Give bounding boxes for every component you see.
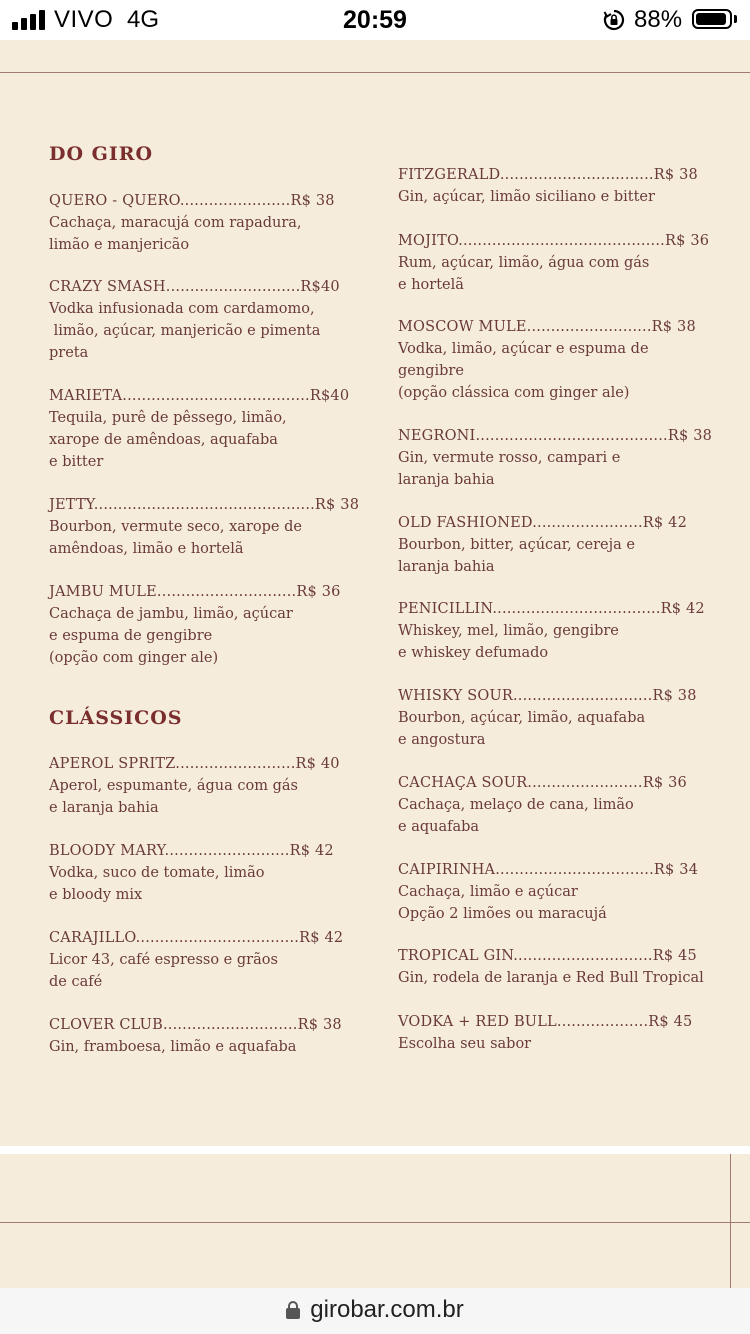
menu-item	[398, 316, 696, 404]
menu-item-name-price: CACHAÇA SOUR........................R$ 36	[398, 775, 687, 791]
menu-item-name-price: QUERO - QUERO.......................R$ 38	[49, 193, 335, 209]
battery-percent: 88%	[634, 6, 683, 33]
menu-item-description: Cachaça, limão e açúcar Opção 2 limões ou maracujá	[398, 884, 607, 922]
status-time: 20:59	[343, 6, 407, 34]
rotation-lock-icon	[603, 9, 625, 31]
menu-item	[49, 840, 334, 906]
menu-item	[398, 425, 712, 491]
menu-item-description: Cachaça de jambu, limão, açúcar e espuma de gengibre (opção com ginger ale)	[49, 606, 293, 666]
menu-item-description: Gin, rodela de laranja e Red Bull Tropical	[398, 970, 704, 986]
menu-item-name-price: CRAZY SMASH............................R$40	[49, 279, 340, 295]
next-menu-page[interactable]	[0, 1154, 750, 1288]
menu-item-description: Gin, açúcar, limão siciliano e bitter	[398, 189, 655, 205]
menu-item	[49, 190, 335, 256]
menu-item	[398, 164, 698, 208]
menu-item	[49, 1014, 342, 1058]
menu-item	[398, 859, 698, 925]
menu-item	[49, 581, 341, 669]
menu-item-name-price: JAMBU MULE.............................R$ 36	[49, 584, 341, 600]
battery-icon	[692, 9, 732, 29]
menu-item-description: Cachaça, melaço de cana, limão e aquafaba	[398, 797, 634, 835]
menu-page	[0, 40, 750, 1146]
divider	[0, 1222, 750, 1223]
section-title-do-giro: DO GIRO	[49, 143, 154, 165]
menu-item	[398, 945, 704, 989]
section-title-classicos: CLÁSSICOS	[49, 707, 183, 729]
battery-tip	[734, 15, 737, 23]
menu-item	[398, 598, 705, 664]
menu-item-description: Vodka, suco de tomate, limão e bloody mix	[49, 865, 265, 903]
menu-item-description: Rum, açúcar, limão, água com gás e hortelã	[398, 255, 650, 293]
url-bar[interactable]	[0, 1288, 750, 1334]
menu-item-name-price: JETTY..............................................R$ 38	[49, 497, 360, 513]
divider-vertical	[730, 1154, 731, 1288]
menu-item-name-price: NEGRONI........................................R$ 38	[398, 428, 713, 444]
menu-item-name-price: PENICILLIN...................................R$ 42	[398, 601, 705, 617]
menu-item-name-price: VODKA + RED BULL...................R$ 45	[398, 1014, 693, 1030]
menu-item-description: Tequila, purê de pêssego, limão, xarope de amêndoas, aquafaba e bitter	[49, 410, 287, 470]
menu-item-name-price: TROPICAL GIN.............................R$ 45	[398, 948, 697, 964]
menu-item	[398, 230, 709, 296]
status-bar	[0, 0, 750, 40]
menu-item-name-price: MARIETA.......................................R$40	[49, 388, 350, 404]
menu-item-name-price: CLOVER CLUB............................R$ 38	[49, 1017, 342, 1033]
menu-item-name-price: CARAJILLO..................................R$ 42	[49, 930, 344, 946]
menu-item-description: Escolha seu sabor	[398, 1036, 532, 1052]
menu-item-description: Cachaça, maracujá com rapadura, limão e manjericão	[49, 215, 302, 253]
menu-item-description: Vodka, limão, açúcar e espuma de gengibre (opção clássica com ginger ale)	[398, 341, 649, 401]
menu-item-name-price: MOJITO...........................................R$ 36	[398, 233, 710, 249]
menu-item	[49, 927, 343, 993]
menu-item-description: Gin, framboesa, limão e aquafaba	[49, 1039, 297, 1055]
menu-item-name-price: BLOODY MARY..........................R$ 42	[49, 843, 334, 859]
network-type: 4G	[127, 6, 160, 33]
menu-item-description: Vodka infusionada com cardamomo, limão, açúcar, manjericão e pimenta preta	[49, 301, 321, 361]
menu-item	[49, 385, 349, 473]
menu-item	[398, 1011, 692, 1055]
menu-item-description: Bourbon, bitter, açúcar, cereja e laranja bahia	[398, 537, 635, 575]
menu-item-name-price: MOSCOW MULE..........................R$ 38	[398, 319, 696, 335]
menu-item-description: Licor 43, café espresso e grãos de café	[49, 952, 278, 990]
menu-item	[398, 685, 697, 751]
divider	[0, 72, 750, 73]
menu-item-description: Gin, vermute rosso, campari e laranja bahia	[398, 450, 621, 488]
menu-item	[49, 753, 340, 819]
menu-item-description: Aperol, espumante, água com gás e laranja bahia	[49, 778, 298, 816]
page-gap	[0, 1146, 750, 1154]
menu-item	[49, 276, 340, 364]
menu-item-description: Whiskey, mel, limão, gengibre e whiskey defumado	[398, 623, 619, 661]
menu-item-name-price: OLD FASHIONED.......................R$ 42	[398, 515, 688, 531]
menu-item-description: Bourbon, açúcar, limão, aquafaba e angostura	[398, 710, 646, 748]
menu-item-name-price: APEROL SPRITZ.........................R$ 40	[49, 756, 340, 772]
lock-icon	[286, 1301, 300, 1319]
menu-item-name-price: FITZGERALD................................R$ 38	[398, 167, 698, 183]
menu-item	[49, 494, 359, 560]
menu-item	[398, 512, 687, 578]
carrier-name: VIVO	[54, 6, 114, 33]
menu-item-name-price: WHISKY SOUR.............................R$ 38	[398, 688, 697, 704]
url-text[interactable]: girobar.com.br	[310, 1296, 464, 1323]
menu-item-name-price: CAIPIRINHA.................................R$ 34	[398, 862, 699, 878]
menu-item-description: Bourbon, vermute seco, xarope de amêndoas, limão e hortelã	[49, 519, 302, 557]
menu-item	[398, 772, 687, 838]
